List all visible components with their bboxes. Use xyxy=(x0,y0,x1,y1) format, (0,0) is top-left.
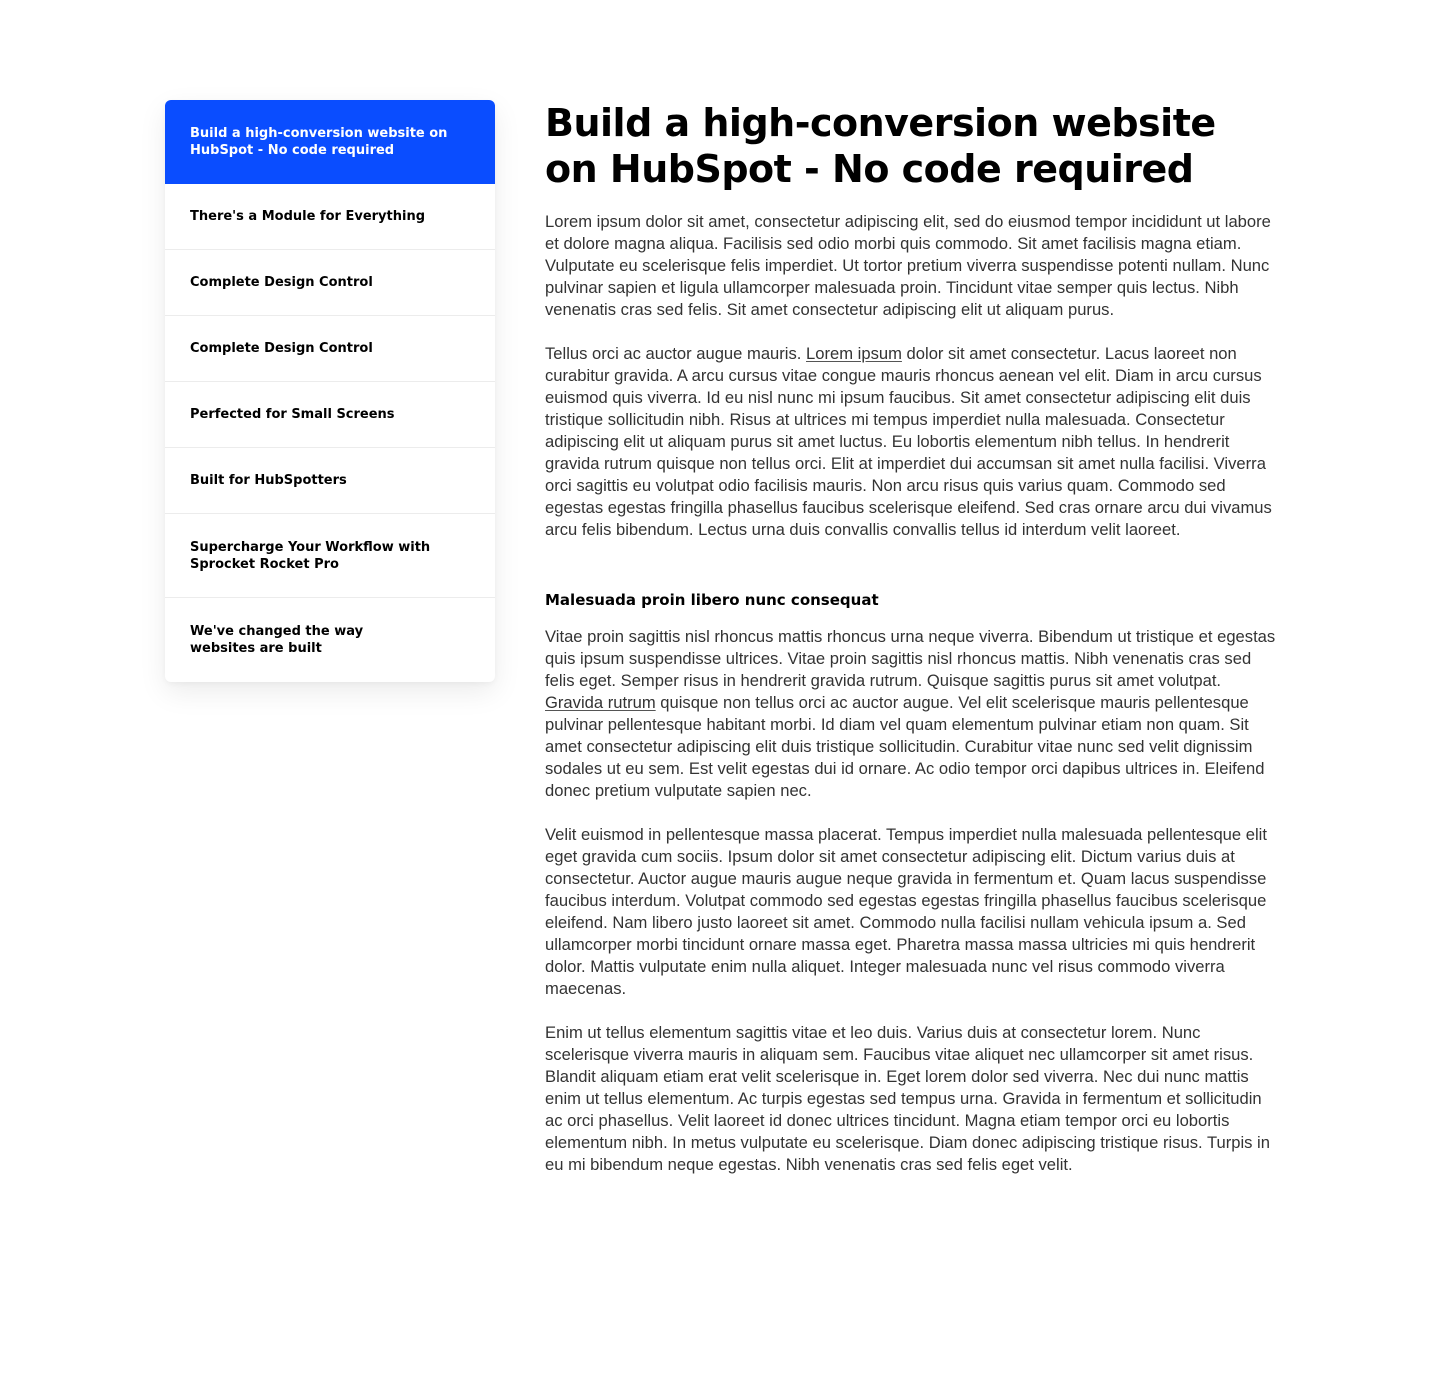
lorem-ipsum-link[interactable]: Lorem ipsum xyxy=(806,344,902,363)
sidebar-item-sprocket-rocket-pro[interactable] xyxy=(165,514,495,598)
sidebar-item-module-for-everything[interactable] xyxy=(165,184,495,250)
paragraph xyxy=(545,626,1277,802)
paragraph-text: quisque non tellus orci ac auctor augue. Vel elit scelerisque mauris pellentesque pulvinar pellentesque habitant morbi. Id diam vel quam elementum pulvinar etiam non quam. Sit amet consectetur adipiscing elit duis tristique sollicitudin. Curabitur vitae nunc sed velit dignissim sodales ut eu sem. Est velit egestas dui id ornare. Ac odio tempor orci dapibus ultrices in. Eleifend donec pretium vulputate sapien nec. xyxy=(545,693,1265,800)
sidebar-nav xyxy=(165,100,495,682)
sidebar-item-build-website[interactable] xyxy=(165,100,495,184)
section-subheading: Malesuada proin libero nunc consequat xyxy=(545,591,879,609)
sidebar-item-label: Supercharge Your Workflow with Sprocket Rocket Pro xyxy=(190,539,431,572)
sidebar-item-label: Build a high-conversion website on HubSpot - No code required xyxy=(190,126,448,158)
sidebar-item-label: There's a Module for Everything xyxy=(190,209,426,224)
paragraph-text: Vitae proin sagittis nisl rhoncus mattis rhoncus urna neque viverra. Bibendum ut tristique et egestas quis ipsum suspendisse ultrices. Vitae proin sagittis nisl rhoncus mattis. Nibh venenatis cras sed felis eget. Semper risus in hendrerit gravida rutrum. Quisque sagittis purus sit amet volutpat. xyxy=(545,627,1276,690)
sidebar-item-design-control[interactable] xyxy=(165,250,495,316)
sidebar-item-websites-built[interactable] xyxy=(165,598,495,682)
gravida-rutrum-link[interactable]: Gravida rutrum xyxy=(545,693,656,712)
paragraph-text: Tellus orci ac auctor augue mauris. xyxy=(545,344,807,363)
sidebar-item-label: Complete Design Control xyxy=(190,275,373,290)
paragraph xyxy=(545,343,1277,541)
paragraph: Velit euismod in pellentesque massa placerat. Tempus imperdiet nulla malesuada pellentesque elit eget gravida cum sociis. Ipsum dolor sit amet consectetur adipiscing elit. Dictum varius duis at consectetur. Auctor augue mauris augue neque gravida in fermentum et. Quam lacus suspendisse faucibus interdum. Volutpat commodo sed egestas egestas fringilla phasellus faucibus scelerisque eleifend. Nam libero justo laoreet sit amet. Commodo nulla facilisi nullam vehicula ipsum a. Sed ullamcorper morbi tincidunt ornare massa eget. Pharetra massa massa ultricies mi quis hendrerit dolor. Mattis vulputate enim nulla aliquet. Integer malesuada nunc vel risus commodo viverra maecenas. xyxy=(545,825,1267,998)
sidebar-item-label: Built for HubSpotters xyxy=(190,473,347,488)
paragraph: Lorem ipsum dolor sit amet, consectetur adipiscing elit, sed do eiusmod tempor incididunt ut labore et dolore magna aliqua. Facilisis sed odio morbi quis commodo. Sit amet facilisis magna etiam. Vulputate eu scelerisque felis imperdiet. Ut tortor pretium viverra suspendisse potenti nullam. Nunc pulvinar sapien et ligula ullamcorper malesuada proin. Tincidunt vitae semper quis lectus. Nibh venenatis cras sed felis. Sit amet consectetur adipiscing elit ut aliquam purus. xyxy=(545,212,1271,319)
sidebar-item-label: We've changed the way websites are built xyxy=(190,624,364,656)
paragraph: Enim ut tellus elementum sagittis vitae et leo duis. Varius duis at consectetur lorem. Nunc scelerisque viverra mauris in aliquam sem. Faucibus vitae aliquet nec ullamcorper sit amet risus. Blandit aliquam etiam erat velit scelerisque in. Eget lorem dolor sed viverra. Nec dui nunc mattis enim ut tellus elementum. Ac turpis egestas sed tempus urna. Gravida in fermentum et sollicitudin ac orci phasellus. Velit laoreet id donec ultrices tincidunt. Magna etiam tempor orci eu lobortis elementum nibh. In metus vulputate eu scelerisque. Diam donec adipiscing tristique risus. Turpis in eu mi bibendum neque egestas. Nibh venenatis cras sed felis eget velit. xyxy=(545,1023,1270,1174)
paragraph-text: dolor sit amet consectetur. Lacus laoreet non curabitur gravida. A arcu cursus vitae congue mauris rhoncus aenean vel elit. Diam in arcu cursus euismod quis viverra. Id eu nisl nunc mi ipsum faucibus. Sit amet consectetur adipiscing elit duis tristique sollicitudin nibh. Risus at ultrices mi tempus imperdiet nulla malesuada. Consectetur adipiscing elit ut aliquam purus sit amet luctus. Eu lobortis elementum nibh tellus. In hendrerit gravida rutrum quisque non tellus orci. Elit at imperdiet dui accumsan sit amet nulla facilisi. Viverra orci sagittis eu volutpat odio facilisis mauris. Non arcu risus quis varius quam. Commodo sed egestas egestas fringilla phasellus faucibus scelerisque eleifend. Sed cras ornare arcu dui vivamus arcu felis bibendum. Lectus urna duis convallis convallis tellus id interdum velit laoreet. xyxy=(545,344,1272,539)
sidebar-item-label: Perfected for Small Screens xyxy=(190,407,395,422)
article-content xyxy=(545,100,1277,1176)
sidebar-item-hubspotters[interactable] xyxy=(165,448,495,514)
page-title: Build a high-conversion website on HubSpot - No code required xyxy=(545,101,1216,191)
sidebar-item-small-screens[interactable] xyxy=(165,382,495,448)
sidebar-item-label: Complete Design Control xyxy=(190,341,373,356)
sidebar-item-design-control-2[interactable] xyxy=(165,316,495,382)
